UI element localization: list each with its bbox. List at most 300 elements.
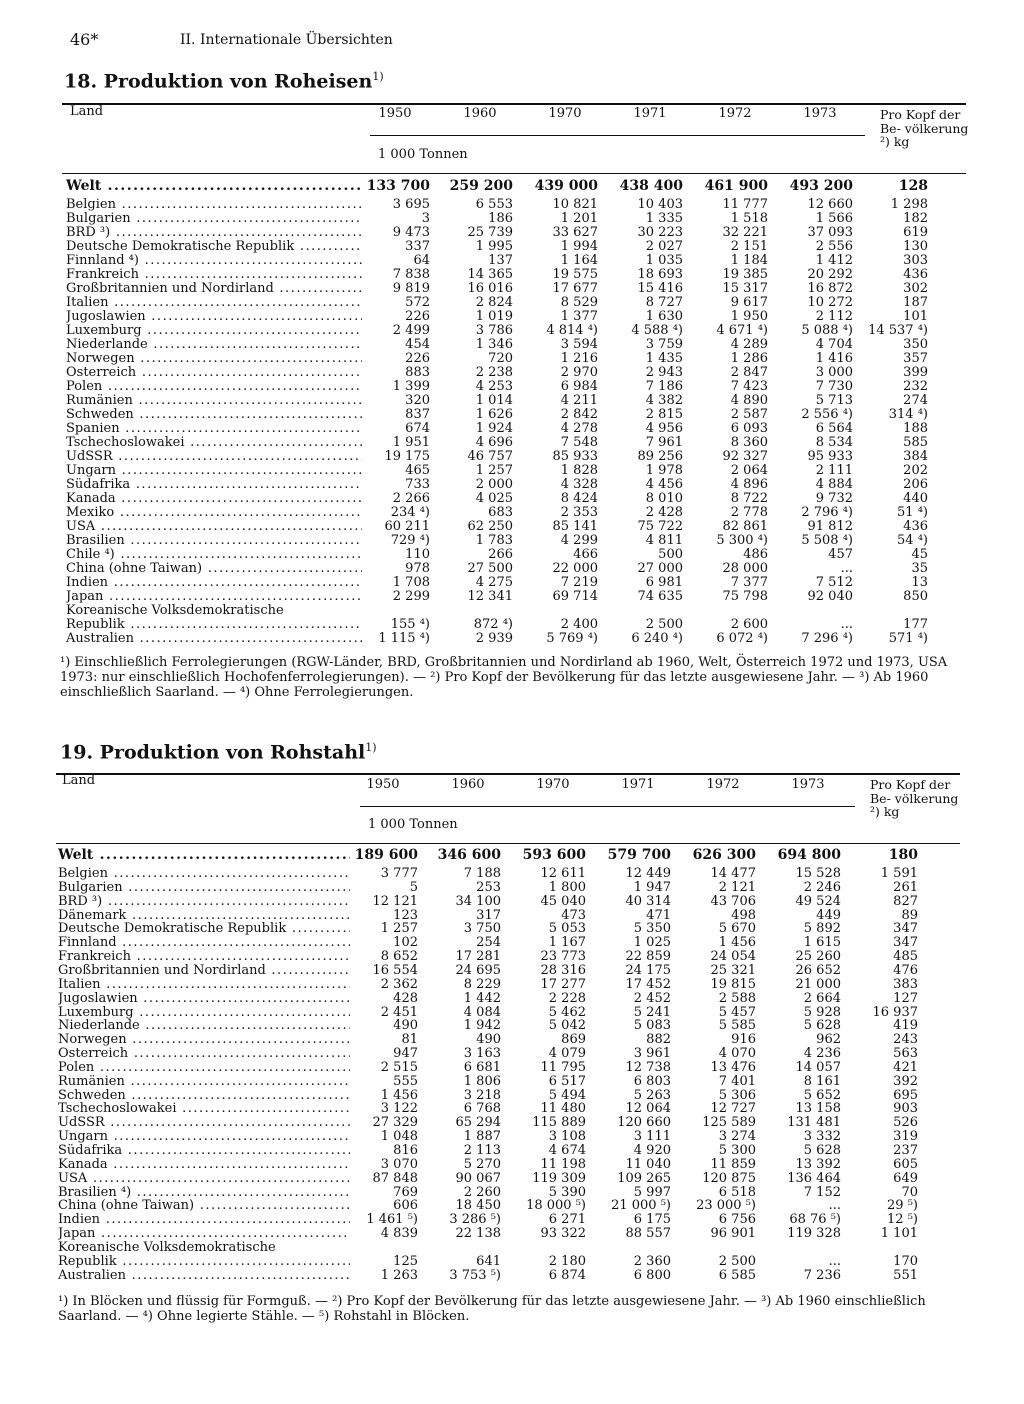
value-cell: 13 392: [795, 1156, 841, 1172]
value-cell: 2 500: [645, 617, 683, 632]
value-cell: 15 317: [722, 281, 768, 296]
value-cell: 2 515: [380, 1059, 418, 1075]
table-row: [0, 576, 1024, 590]
per-capita-cell: 261: [893, 879, 918, 895]
table-row: [0, 1089, 1024, 1103]
value-cell: 4 236: [803, 1046, 841, 1062]
value-cell: 65 294: [455, 1115, 501, 1131]
per-capita-cell: 347: [893, 921, 918, 937]
value-cell: 7 236: [803, 1267, 841, 1283]
value-cell: 62 250: [467, 519, 513, 534]
value-cell: 3 000: [815, 365, 853, 380]
table-row: [0, 212, 1024, 226]
value-cell: 4 278: [560, 421, 598, 436]
value-cell: 346 600: [437, 847, 501, 863]
per-capita-cell: 16 937: [872, 1004, 918, 1020]
value-cell: 7 377: [730, 575, 768, 590]
value-cell: 1 994: [560, 239, 598, 254]
value-cell: 11 795: [540, 1059, 586, 1075]
value-cell: 1 924: [475, 421, 513, 436]
value-cell: 19 385: [722, 267, 768, 282]
per-capita-cell: 357: [903, 351, 928, 366]
value-cell: 4 956: [645, 421, 683, 436]
value-cell: 120 875: [702, 1170, 756, 1186]
value-cell: 438 400: [619, 178, 683, 194]
value-cell: 49 524: [795, 893, 841, 909]
value-cell: 14 365: [467, 267, 513, 282]
value-cell: 3 759: [645, 337, 683, 352]
value-cell: 3 750: [463, 921, 501, 937]
country-name: Südafrika .....: [66, 478, 362, 492]
per-capita-cell: 187: [903, 295, 928, 310]
value-cell: 13 476: [710, 1059, 756, 1075]
value-cell: 5 670: [718, 921, 756, 937]
per-capita-cell: 551: [893, 1267, 918, 1283]
table-row: [0, 324, 1024, 338]
value-cell: 8 424: [560, 491, 598, 506]
value-cell: 837: [405, 407, 430, 422]
value-cell: 1 035: [645, 253, 683, 268]
value-cell: 2 299: [392, 589, 430, 604]
per-capita-cell: 827: [893, 893, 918, 909]
per-capita-cell: 89: [901, 907, 918, 923]
table-18-title-note: 1): [372, 70, 384, 83]
table-19-per-capita-header: Pro Kopf der Be- völkerung ²) kg: [870, 777, 959, 819]
value-cell: 2 362: [380, 976, 418, 992]
value-cell: 9 473: [392, 225, 430, 240]
country-name: Rumänien .....: [66, 394, 362, 408]
value-cell: 7 152: [803, 1184, 841, 1200]
value-cell: 1 442: [463, 990, 501, 1006]
value-cell: 4 674: [548, 1143, 586, 1158]
value-cell: 816: [393, 1143, 418, 1158]
value-cell: 2 111: [815, 463, 853, 478]
value-cell: 962: [816, 1032, 841, 1048]
value-cell: 82 861: [722, 519, 768, 534]
value-cell: 2 500: [718, 1253, 756, 1269]
value-cell: 1 115 ⁴): [378, 631, 430, 646]
value-cell: 13 158: [795, 1101, 841, 1117]
value-cell: 3 108: [548, 1129, 586, 1145]
value-cell: 259 200: [449, 178, 513, 194]
value-cell: 8 722: [730, 491, 768, 506]
table-row-welt: [0, 848, 1024, 862]
value-cell: 23 000 ⁵): [696, 1198, 756, 1214]
value-cell: 5 508 ⁴): [801, 533, 853, 548]
value-cell: 3 070: [380, 1156, 418, 1172]
value-cell: 22 138: [455, 1226, 501, 1242]
table-row: [0, 1213, 1024, 1227]
per-capita-cell: 526: [893, 1115, 918, 1131]
country-name: Südafrika .....: [58, 1144, 350, 1158]
value-cell: 883: [405, 365, 430, 380]
table-18-land-header: Land: [70, 104, 104, 119]
value-cell: 20 292: [807, 267, 853, 282]
value-cell: 7 219: [560, 575, 598, 590]
country-name: China (ohne Taiwan) .....: [58, 1199, 350, 1213]
table-row: [0, 978, 1024, 992]
per-capita-cell: 54 ⁴): [897, 533, 928, 548]
page-number: 46*: [70, 30, 99, 49]
value-cell: 1 630: [645, 309, 683, 324]
value-cell: 6 768: [463, 1101, 501, 1117]
table-row: [0, 380, 1024, 394]
value-cell: 4 456: [645, 477, 683, 492]
value-cell: 8 161: [803, 1073, 841, 1089]
value-cell: 2 238: [475, 365, 513, 380]
value-cell: 1 615: [803, 935, 841, 951]
country-name: Republik .....: [58, 1255, 350, 1269]
value-cell: 1 947: [633, 879, 671, 895]
value-cell: 2 360: [633, 1253, 671, 1269]
country-name: Luxemburg .....: [58, 1006, 350, 1020]
per-capita-cell: 206: [903, 477, 928, 492]
per-capita-cell: 419: [893, 1018, 918, 1034]
value-cell: 17 452: [625, 976, 671, 992]
value-cell: 1 461 ⁵): [366, 1212, 418, 1228]
country-name: Frankreich .....: [58, 950, 350, 964]
country-name: Koreanische Volksdemokratische: [58, 1240, 276, 1255]
per-capita-cell: 476: [893, 962, 918, 978]
value-cell: 254: [476, 935, 501, 951]
value-cell: 694 800: [777, 847, 841, 863]
value-cell: 8 529: [560, 295, 598, 310]
value-cell: 606: [393, 1198, 418, 1214]
value-cell: 5 769 ⁴): [546, 631, 598, 646]
value-cell: 626 300: [692, 847, 756, 863]
value-cell: 90 067: [455, 1170, 501, 1186]
per-capita-cell: 35: [911, 561, 928, 576]
per-capita-cell: 29 ⁵): [887, 1198, 918, 1214]
value-cell: 3 274: [718, 1129, 756, 1145]
value-cell: 4 382: [645, 393, 683, 408]
value-cell: 978: [405, 561, 430, 576]
value-cell: 5: [409, 879, 418, 895]
table-row: [0, 296, 1024, 310]
country-name: Dänemark .....: [58, 909, 350, 923]
country-name: Luxemburg .....: [66, 324, 362, 338]
value-cell: 24 175: [625, 962, 671, 978]
value-cell: 2 121: [718, 879, 756, 895]
table-18-title-text: 18. Produktion von Roheisen: [64, 70, 373, 93]
value-cell: 4 025: [475, 491, 513, 506]
country-name: Belgien .....: [66, 198, 362, 212]
value-cell: 17 281: [455, 949, 501, 965]
per-capita-cell: 649: [893, 1170, 918, 1186]
value-cell: 155 ⁴): [390, 617, 430, 632]
value-cell: 6 981: [645, 575, 683, 590]
value-cell: 2 588: [718, 990, 756, 1006]
value-cell: 2 260: [463, 1184, 501, 1200]
value-cell: 4 704: [815, 337, 853, 352]
table-row: [0, 240, 1024, 254]
table-19-year-1950: 1950: [366, 777, 400, 792]
table-18-year-1972: 1972: [718, 106, 752, 121]
value-cell: 4 884: [815, 477, 853, 492]
value-cell: 5 494: [548, 1087, 586, 1103]
value-cell: 720: [488, 351, 513, 366]
value-cell: 674: [405, 421, 430, 436]
table-row-welt: [0, 179, 1024, 193]
value-cell: 11 198: [540, 1156, 586, 1172]
table-row: [0, 478, 1024, 492]
per-capita-cell: 350: [903, 337, 928, 352]
value-cell: 2 943: [645, 365, 683, 380]
value-cell: 7 838: [392, 267, 430, 282]
value-cell: 9 732: [815, 491, 853, 506]
value-cell: 18 693: [637, 267, 683, 282]
value-cell: 75 722: [637, 519, 683, 534]
value-cell: 490: [393, 1018, 418, 1034]
value-cell: 2 266: [392, 491, 430, 506]
value-cell: 136 464: [787, 1170, 841, 1186]
value-cell: 7 961: [645, 435, 683, 450]
chapter-title: II. Internationale Übersichten: [180, 32, 393, 48]
per-capita-cell: 440: [903, 491, 928, 506]
country-name: Belgien .....: [58, 867, 350, 881]
value-cell: 1 346: [475, 337, 513, 352]
value-cell: 1 167: [548, 935, 586, 951]
table-19-year-1973: 1973: [791, 777, 825, 792]
country-name: Schweden .....: [58, 1089, 350, 1103]
per-capita-cell: 232: [903, 379, 928, 394]
value-cell: 1 942: [463, 1018, 501, 1034]
value-cell: 4 890: [730, 393, 768, 408]
value-cell: 872 ⁴): [473, 617, 513, 632]
table-19-year-1960: 1960: [451, 777, 485, 792]
table-row: [0, 1255, 1024, 1269]
value-cell: 3 753 ⁵): [449, 1267, 501, 1283]
value-cell: 23 773: [540, 949, 586, 965]
value-cell: 2 400: [560, 617, 598, 632]
value-cell: 572: [405, 295, 430, 310]
value-cell: ...: [840, 617, 853, 632]
value-cell: 6 072 ⁴): [716, 631, 768, 646]
value-cell: 1 184: [730, 253, 768, 268]
value-cell: 466: [573, 547, 598, 562]
value-cell: 92 040: [807, 589, 853, 604]
value-cell: 28 000: [722, 561, 768, 576]
table-row: [0, 632, 1024, 646]
value-cell: 5 457: [718, 1004, 756, 1020]
value-cell: 12 611: [540, 866, 586, 881]
value-cell: 1 951: [392, 435, 430, 450]
table-19-land-header: Land: [62, 773, 96, 788]
value-cell: 498: [731, 907, 756, 923]
per-capita-cell: 127: [893, 990, 918, 1006]
value-cell: 4 070: [718, 1046, 756, 1062]
value-cell: 473: [561, 907, 586, 923]
table-row: [0, 1172, 1024, 1186]
value-cell: 7 188: [463, 866, 501, 881]
table-18-unit: 1 000 Tonnen: [378, 147, 468, 162]
value-cell: 93 322: [540, 1226, 586, 1242]
value-cell: 4 814 ⁴): [546, 323, 598, 338]
value-cell: 5 083: [633, 1018, 671, 1034]
value-cell: 486: [743, 547, 768, 562]
value-cell: 17 677: [552, 281, 598, 296]
country-name: Italien .....: [58, 978, 350, 992]
value-cell: 1 335: [645, 211, 683, 226]
value-cell: 5 088 ⁴): [801, 323, 853, 338]
country-name: Ungarn .....: [58, 1130, 350, 1144]
per-capita-cell: 319: [893, 1129, 918, 1145]
table-row: [0, 548, 1024, 562]
per-capita-cell: 485: [893, 949, 918, 965]
table-row: [0, 1241, 1024, 1255]
value-cell: 6 175: [633, 1212, 671, 1228]
value-cell: 5 042: [548, 1018, 586, 1034]
value-cell: 8 652: [380, 949, 418, 965]
value-cell: 7 423: [730, 379, 768, 394]
country-name: Niederlande .....: [66, 338, 362, 352]
value-cell: 11 480: [540, 1101, 586, 1117]
value-cell: 186: [488, 211, 513, 226]
value-cell: 1 995: [475, 239, 513, 254]
table-18-year-rule: [370, 135, 865, 136]
value-cell: 7 512: [815, 575, 853, 590]
table-18-per-capita-header: Pro Kopf der Be- völkerung ²) kg: [880, 107, 969, 149]
value-cell: 5 585: [718, 1018, 756, 1034]
value-cell: 11 859: [710, 1156, 756, 1172]
value-cell: 19 575: [552, 267, 598, 282]
country-name: USA .....: [66, 520, 362, 534]
country-name: Ungarn .....: [66, 464, 362, 478]
value-cell: 2 428: [645, 505, 683, 520]
value-cell: 4 839: [380, 1226, 418, 1242]
country-name: Chile ⁴) .....: [66, 548, 362, 562]
value-cell: 2 600: [730, 617, 768, 632]
per-capita-cell: 903: [893, 1101, 918, 1117]
per-capita-cell: 170: [893, 1253, 918, 1269]
table-row: [0, 254, 1024, 268]
value-cell: 683: [488, 505, 513, 520]
value-cell: 27 329: [372, 1115, 418, 1131]
country-name: Welt .....: [66, 179, 362, 193]
table-18-top-rule: [62, 103, 966, 105]
value-cell: 2 939: [475, 631, 513, 646]
per-capita-cell: 274: [903, 393, 928, 408]
value-cell: 3 594: [560, 337, 598, 352]
per-capita-cell: 436: [903, 267, 928, 282]
value-cell: 1 216: [560, 351, 598, 366]
value-cell: 69 714: [552, 589, 598, 604]
value-cell: 11 040: [625, 1156, 671, 1172]
value-cell: 461 900: [704, 178, 768, 194]
value-cell: 19 175: [384, 449, 430, 464]
table-19-year-1970: 1970: [536, 777, 570, 792]
per-capita-cell: 303: [903, 253, 928, 268]
value-cell: 641: [476, 1253, 501, 1269]
table-row: [0, 534, 1024, 548]
country-name: UdSSR .....: [66, 450, 362, 464]
value-cell: 7 186: [645, 379, 683, 394]
value-cell: 5 713: [815, 393, 853, 408]
value-cell: 4 275: [475, 575, 513, 590]
value-cell: 16 016: [467, 281, 513, 296]
country-name: Japan .....: [58, 1227, 350, 1241]
table-row: [0, 492, 1024, 506]
value-cell: 5 263: [633, 1087, 671, 1103]
value-cell: 22 859: [625, 949, 671, 965]
country-name: Großbritannien und Nordirland .....: [66, 282, 362, 296]
value-cell: 593 600: [522, 847, 586, 863]
value-cell: 733: [405, 477, 430, 492]
table-row: [0, 1019, 1024, 1033]
value-cell: 2 778: [730, 505, 768, 520]
value-cell: 471: [646, 907, 671, 923]
country-name: Brasilien ⁴) .....: [58, 1186, 350, 1200]
value-cell: 266: [488, 547, 513, 562]
value-cell: 12 738: [625, 1059, 671, 1075]
value-cell: 1 783: [475, 533, 513, 548]
value-cell: 81: [401, 1032, 418, 1048]
value-cell: 317: [476, 907, 501, 923]
value-cell: 6 518: [718, 1184, 756, 1200]
table-row: [0, 590, 1024, 604]
value-cell: 2 027: [645, 239, 683, 254]
country-name: Schweden .....: [66, 408, 362, 422]
country-name: Norwegen .....: [66, 352, 362, 366]
table-19-year-1971: 1971: [621, 777, 655, 792]
value-cell: 8 727: [645, 295, 683, 310]
country-name: Großbritannien und Nordirland .....: [58, 964, 350, 978]
country-name: Kanada .....: [66, 492, 362, 506]
value-cell: 5 300: [718, 1143, 756, 1158]
country-name: Mexiko .....: [66, 506, 362, 520]
value-cell: 4 079: [548, 1046, 586, 1062]
value-cell: 25 260: [795, 949, 841, 965]
value-cell: 1 978: [645, 463, 683, 478]
value-cell: 5 652: [803, 1087, 841, 1103]
country-name: Brasilien .....: [66, 534, 362, 548]
table-row: [0, 867, 1024, 881]
table-row: [0, 282, 1024, 296]
value-cell: 8 010: [645, 491, 683, 506]
country-name: Norwegen .....: [58, 1033, 350, 1047]
per-capita-cell: 180: [888, 847, 918, 863]
table-row: [0, 618, 1024, 632]
value-cell: 75 798: [722, 589, 768, 604]
country-name: Österreich .....: [66, 366, 362, 380]
value-cell: 226: [405, 351, 430, 366]
value-cell: 1 048: [380, 1129, 418, 1145]
value-cell: 2 842: [560, 407, 598, 422]
value-cell: 1 164: [560, 253, 598, 268]
value-cell: 3 218: [463, 1087, 501, 1103]
value-cell: 1 950: [730, 309, 768, 324]
per-capita-cell: 51 ⁴): [897, 505, 928, 520]
value-cell: 5 462: [548, 1004, 586, 1020]
per-capita-cell: 70: [901, 1184, 918, 1200]
value-cell: 33 627: [552, 225, 598, 240]
value-cell: 85 141: [552, 519, 598, 534]
value-cell: 10 821: [552, 197, 598, 212]
value-cell: 102: [393, 935, 418, 951]
table-row: [0, 506, 1024, 520]
value-cell: 490: [476, 1032, 501, 1048]
country-name: Tschechoslowakei .....: [66, 436, 362, 450]
table-row: [0, 1033, 1024, 1047]
per-capita-cell: 182: [903, 211, 928, 226]
value-cell: 5 928: [803, 1004, 841, 1020]
value-cell: 2 451: [380, 1004, 418, 1020]
value-cell: 226: [405, 309, 430, 324]
value-cell: 120 660: [617, 1115, 671, 1131]
value-cell: 3 777: [380, 866, 418, 881]
country-name: Italien .....: [66, 296, 362, 310]
value-cell: 34 100: [455, 893, 501, 909]
